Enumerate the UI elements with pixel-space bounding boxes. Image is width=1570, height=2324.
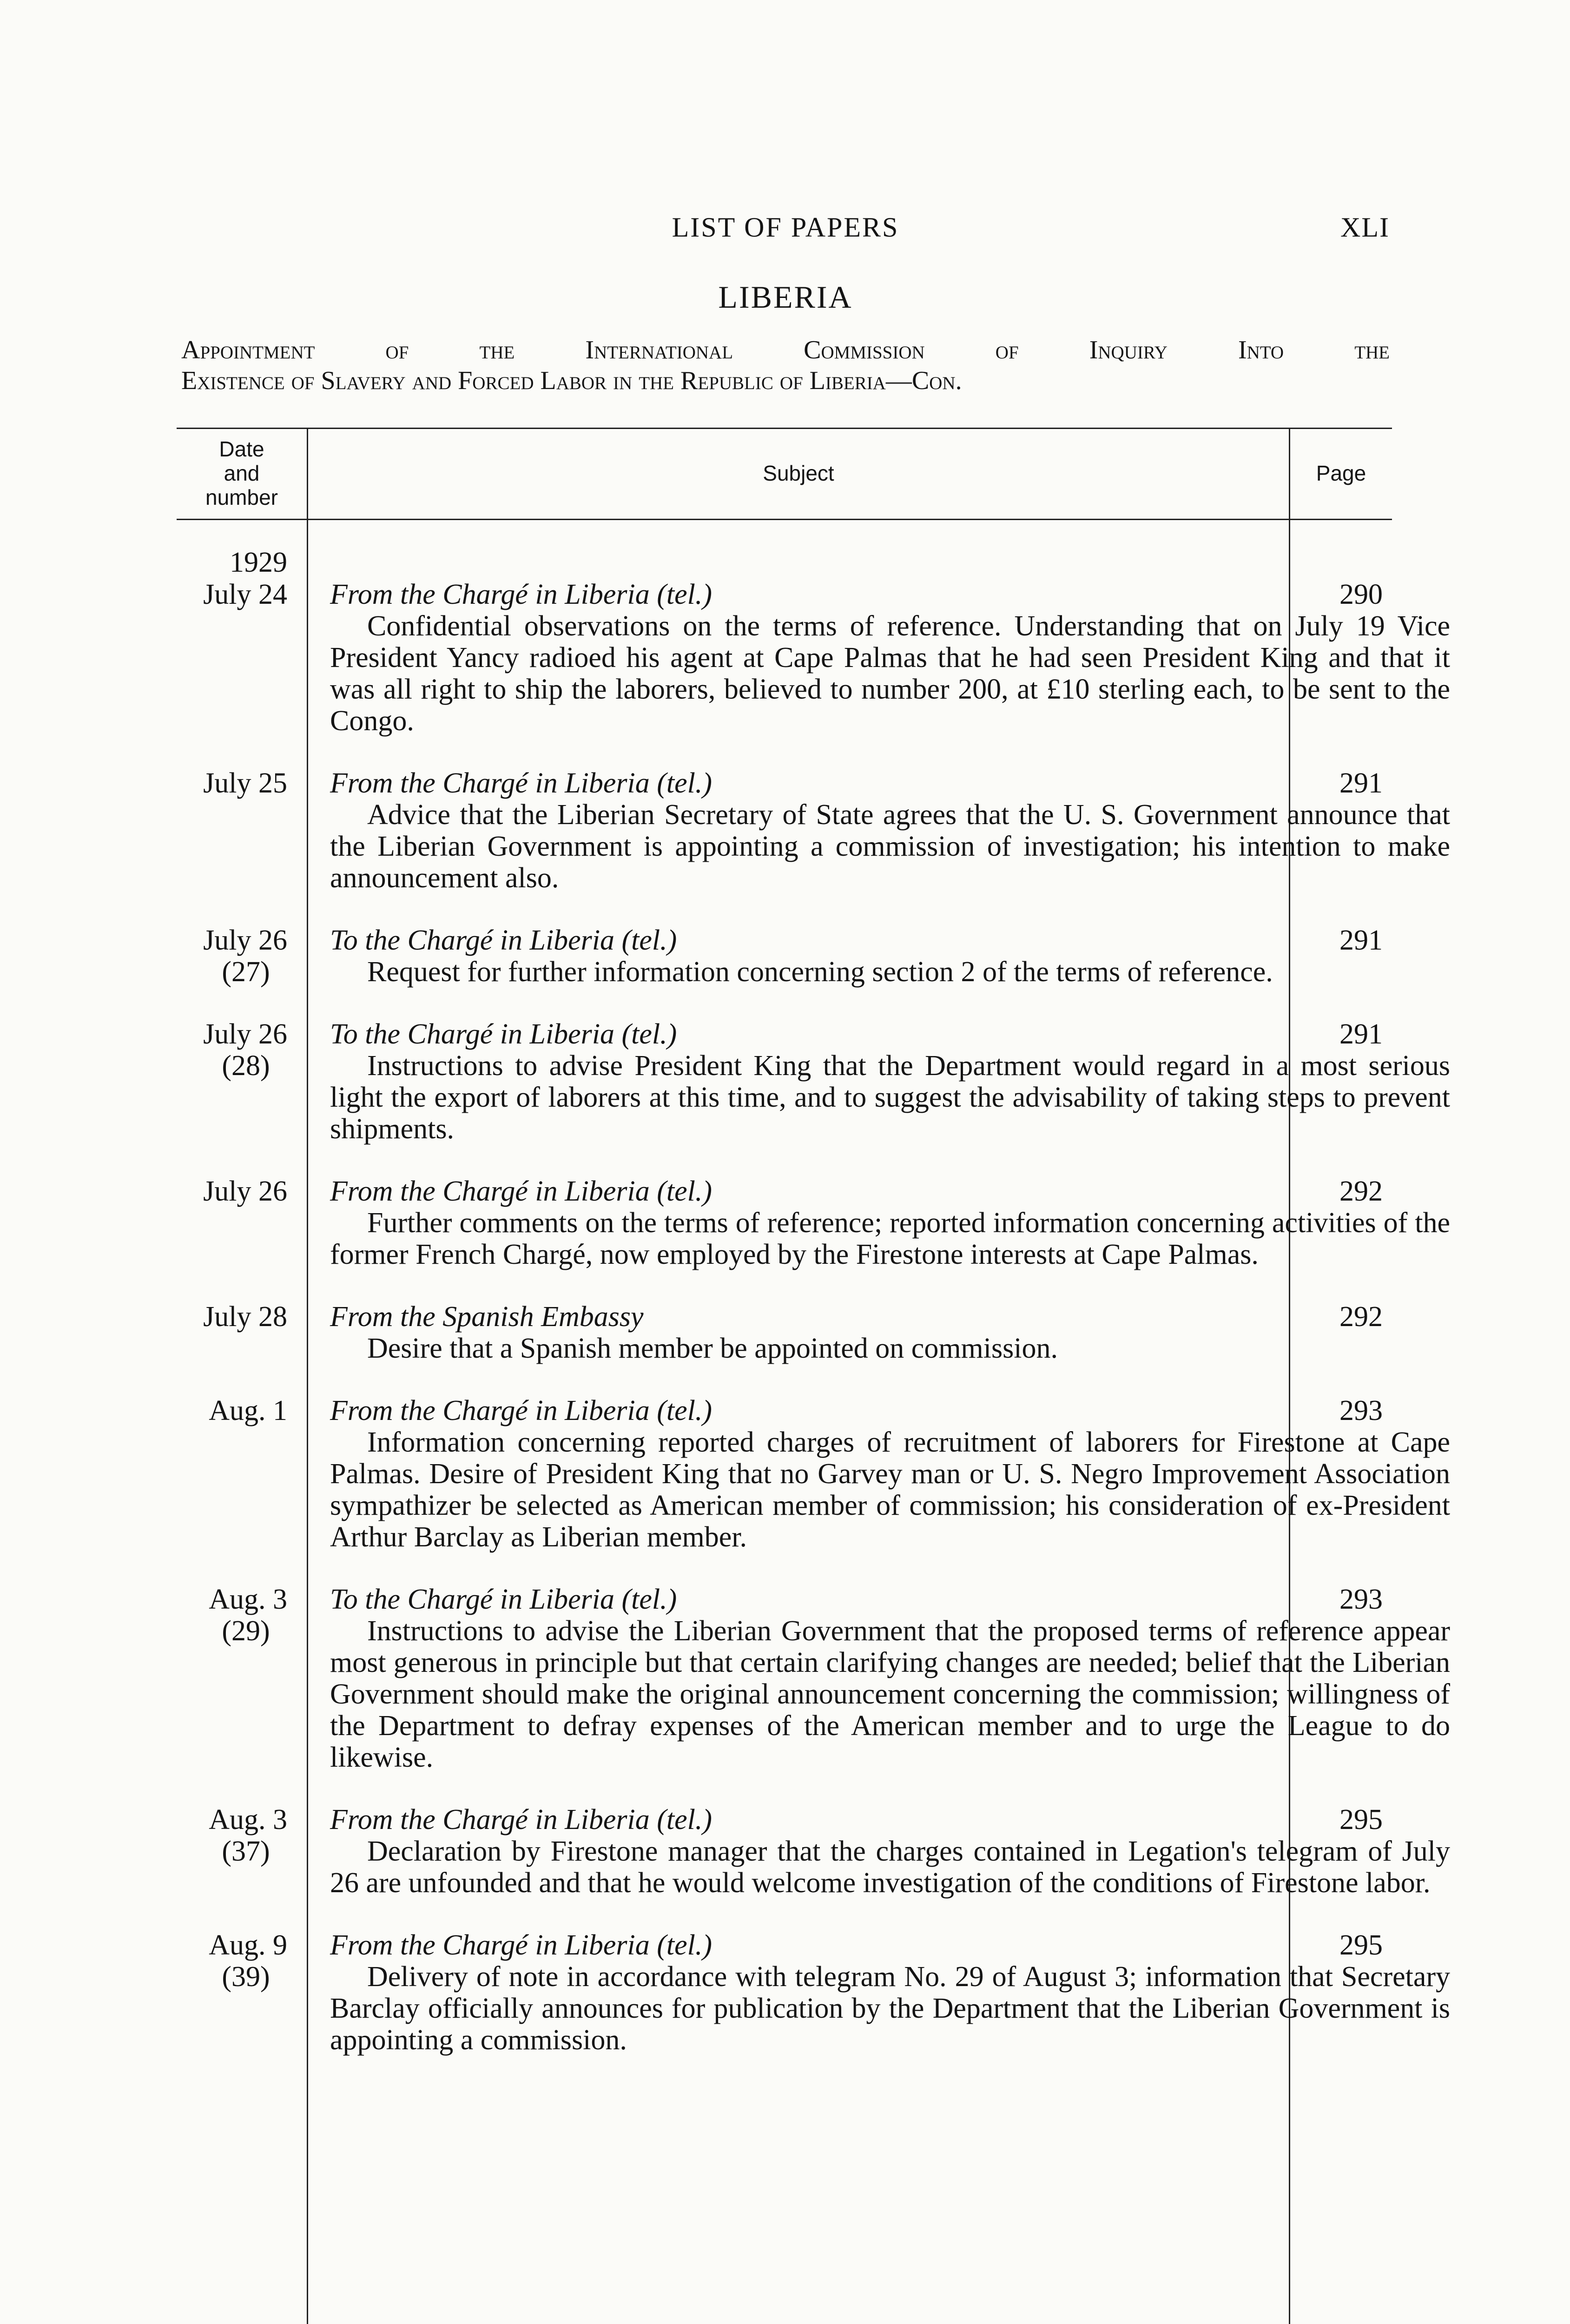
- entry-page: 293: [1339, 1395, 1383, 1426]
- entry-summary: Instructions to advise President King that the Department would regard in a most serious light the export of laborers at this time, and to suggest the advisability of taking steps to prevent shipments.: [330, 1050, 1450, 1145]
- entry-correspondent: From the Chargé in Liberia (tel.): [330, 767, 712, 799]
- entry-date: Aug. 3: [209, 1804, 287, 1835]
- list-item: [177, 1929, 1450, 2056]
- entry-subject: [330, 1301, 1450, 1364]
- page-folio: XLI: [1340, 212, 1390, 243]
- entry-page: 292: [1339, 1301, 1383, 1333]
- list-item: [177, 1018, 1450, 1145]
- entry-subject: [330, 924, 1450, 988]
- entry-date: July 24: [203, 579, 287, 610]
- list-item: [177, 924, 1392, 988]
- entry-date-cell: [177, 924, 287, 988]
- entry-page: 290: [1339, 579, 1383, 610]
- entry-number: (27): [222, 956, 270, 988]
- column-header-page: [1290, 428, 1392, 519]
- entry-date: July 28: [203, 1301, 287, 1333]
- entry-summary: Information concerning reported charges of recruitment of laborers for Firestone at Cape Palmas. Desire of President King that no Garvey man or U. S. Negro Improvement Association sympathizer be selected as American member of commission; his consideration of ex-President Arthur Barclay as Liberian member.: [330, 1426, 1450, 1553]
- entry-summary: Instructions to advise the Liberian Government that the proposed terms of reference appear most generous in principle but that certain clarifying changes are needed; belief that the Liberian Government should make the original announcement concerning the commission; willingness of the Department to defray expenses of the American member and to urge the League to do likewise.: [330, 1615, 1450, 1773]
- entry-subject: [330, 1175, 1450, 1270]
- column-header-page-label: Page: [1316, 461, 1366, 485]
- entry-subject: [330, 579, 1450, 737]
- entry-number: (28): [222, 1050, 270, 1082]
- entry-page: 292: [1339, 1175, 1383, 1207]
- entry-date-cell: [177, 1804, 287, 1867]
- column-header-subject: [308, 428, 1289, 519]
- entry-page: 291: [1339, 1018, 1383, 1050]
- entry-date: July 25: [203, 767, 287, 799]
- entry-page: 291: [1339, 767, 1383, 799]
- entry-number: (29): [222, 1615, 270, 1647]
- entry-page: 295: [1339, 1804, 1383, 1835]
- section-subtitle: [181, 335, 1390, 396]
- entry-subject: [330, 1395, 1450, 1553]
- section-title: LIBERIA: [718, 279, 853, 315]
- entry-summary: Confidential observations on the terms of reference. Understanding that on July 19 Vice President Yancy radioed his agent at Cape Palmas that he had seen President King and that it was all right to ship the laborers, believed to number 200, at £10 sterling each, to be sent to the Congo.: [330, 610, 1450, 737]
- column-header-date-label: Date and number: [205, 437, 278, 509]
- entry-date-cell: [177, 1584, 287, 1647]
- entry-date: Aug. 1: [209, 1395, 287, 1426]
- entry-subject: [330, 767, 1450, 894]
- entry-summary: Request for further information concerning section 2 of the terms of reference.: [367, 956, 1273, 988]
- entry-correspondent: From the Chargé in Liberia (tel.): [330, 1175, 712, 1207]
- entry-date: Aug. 3: [209, 1584, 287, 1615]
- list-item: [177, 1395, 1450, 1553]
- entry-correspondent: From the Spanish Embassy: [330, 1301, 644, 1333]
- column-header-subject-label: Subject: [763, 461, 834, 485]
- entry-date: July 26: [203, 924, 287, 956]
- entry-summary: Further comments on the terms of reference; reported information concerning activities of the former French Chargé, now employed by the Firestone interests at Cape Palmas.: [330, 1207, 1450, 1270]
- entry-page: 291: [1339, 924, 1383, 956]
- entry-summary: Desire that a Spanish member be appointed on commission.: [367, 1333, 1058, 1364]
- list-item: [177, 579, 1450, 737]
- entry-date: Aug. 9: [209, 1929, 287, 1961]
- entry-correspondent: To the Chargé in Liberia (tel.): [330, 1584, 677, 1615]
- entry-subject: [330, 1804, 1450, 1899]
- entry-correspondent: From the Chargé in Liberia (tel.): [330, 579, 712, 610]
- entry-correspondent: To the Chargé in Liberia (tel.): [330, 1018, 677, 1050]
- list-item: [177, 1804, 1450, 1899]
- entry-correspondent: From the Chargé in Liberia (tel.): [330, 1804, 712, 1835]
- section-subtitle-line-2: Existence of Slavery and Forced Labor in the Republic of Liberia—Con.: [181, 366, 962, 395]
- entry-page: 293: [1339, 1584, 1383, 1615]
- entry-date-cell: [177, 1395, 287, 1426]
- table-header-rule: [177, 519, 1392, 520]
- entry-date-cell: [177, 1301, 287, 1333]
- entry-date-cell: [177, 579, 287, 610]
- entry-subject: [330, 1929, 1450, 2056]
- entry-date: July 26: [203, 1175, 287, 1207]
- list-item: [177, 767, 1450, 894]
- entry-summary: Delivery of note in accordance with telegram No. 29 of August 3; information that Secretary Barclay officially announces for publication by the Department that the Liberian Government is appointing a commission.: [330, 1961, 1450, 2056]
- entry-page: 295: [1339, 1929, 1383, 1961]
- entry-summary: Advice that the Liberian Secretary of State agrees that the U. S. Government announce that the Liberian Government is appointing a commission of investigation; his intention to make announcement also.: [330, 799, 1450, 894]
- entry-subject: [330, 1584, 1450, 1773]
- entry-date-cell: [177, 1929, 287, 1993]
- entry-correspondent: From the Chargé in Liberia (tel.): [330, 1929, 712, 1961]
- column-header-date: [177, 428, 307, 519]
- entry-year: 1929: [230, 547, 287, 578]
- entry-correspondent: From the Chargé in Liberia (tel.): [330, 1395, 712, 1426]
- entry-number: (37): [222, 1835, 270, 1867]
- entry-number: (39): [222, 1961, 270, 1993]
- entry-date-cell: [177, 1175, 287, 1207]
- papers-list: [177, 546, 1450, 2086]
- entry-summary: Declaration by Firestone manager that the charges contained in Legation's telegram of July 26 are unfounded and that he would welcome investigation of the conditions of Firestone labor.: [330, 1835, 1450, 1899]
- list-item: [177, 1175, 1450, 1270]
- running-title: LIST OF PAPERS: [672, 212, 899, 243]
- list-item: [177, 1301, 1392, 1364]
- list-item: [177, 1584, 1450, 1773]
- entry-date-cell: [177, 1018, 287, 1082]
- entry-date-cell: [177, 767, 287, 799]
- section-subtitle-line-1: Appointment of the International Commission of Inquiry Into the: [181, 336, 1390, 364]
- running-head: [181, 211, 1390, 249]
- entry-subject: [330, 1018, 1450, 1145]
- entry-correspondent: To the Chargé in Liberia (tel.): [330, 924, 677, 956]
- entry-date: July 26: [203, 1018, 287, 1050]
